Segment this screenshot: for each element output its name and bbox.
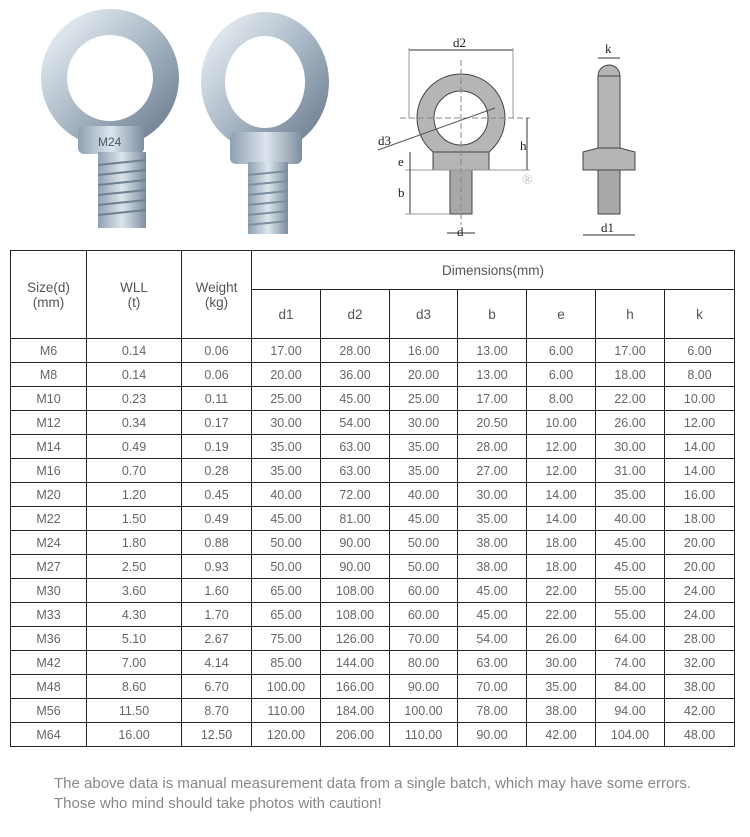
table-row xyxy=(11,723,735,747)
table-cell: M56 xyxy=(11,699,87,723)
table-cell: 26.00 xyxy=(527,627,596,651)
table-cell: 0.45 xyxy=(182,483,252,507)
table-cell: 4.14 xyxy=(182,651,252,675)
table-cell: 14.00 xyxy=(665,435,735,459)
label-b: b xyxy=(398,185,405,200)
table-cell: 18.00 xyxy=(596,363,665,387)
table-cell: 6.00 xyxy=(665,339,735,363)
table-cell: 74.00 xyxy=(596,651,665,675)
table-cell: 30.00 xyxy=(390,411,458,435)
table-cell: M36 xyxy=(11,627,87,651)
table-cell: 25.00 xyxy=(252,387,321,411)
table-cell: 0.28 xyxy=(182,459,252,483)
table-cell: 31.00 xyxy=(596,459,665,483)
table-cell: 36.00 xyxy=(321,363,390,387)
table-cell: 22.00 xyxy=(527,579,596,603)
registered-mark: ® xyxy=(522,173,533,188)
table-cell: 90.00 xyxy=(390,675,458,699)
table-cell: 0.19 xyxy=(182,435,252,459)
table-cell: 38.00 xyxy=(665,675,735,699)
table-cell: 110.00 xyxy=(390,723,458,747)
header-weight: Weight (kg) xyxy=(182,251,252,339)
table-cell: 38.00 xyxy=(458,531,527,555)
table-cell: 6.00 xyxy=(527,363,596,387)
table-cell: 35.00 xyxy=(252,459,321,483)
table-cell: M30 xyxy=(11,579,87,603)
table-cell: 70.00 xyxy=(390,627,458,651)
table-cell: 55.00 xyxy=(596,603,665,627)
header-b: b xyxy=(458,290,527,339)
table-cell: 50.00 xyxy=(390,531,458,555)
table-cell: 85.00 xyxy=(252,651,321,675)
table-cell: 63.00 xyxy=(458,651,527,675)
table-cell: 27.00 xyxy=(458,459,527,483)
table-row xyxy=(11,483,735,507)
table-row xyxy=(11,459,735,483)
table-cell: 35.00 xyxy=(458,507,527,531)
table-cell: 38.00 xyxy=(458,555,527,579)
table-cell: 38.00 xyxy=(527,699,596,723)
table-cell: 0.14 xyxy=(87,339,182,363)
table-cell: 1.20 xyxy=(87,483,182,507)
specification-table xyxy=(10,250,735,747)
table-cell: 40.00 xyxy=(390,483,458,507)
table-cell: 35.00 xyxy=(527,675,596,699)
table-cell: 8.00 xyxy=(665,363,735,387)
header-d2: d2 xyxy=(321,290,390,339)
product-photos-and-diagram xyxy=(0,0,750,245)
table-cell: M64 xyxy=(11,723,87,747)
table-cell: 12.00 xyxy=(665,411,735,435)
table-cell: 14.00 xyxy=(665,459,735,483)
label-d: d xyxy=(457,224,464,239)
table-cell: M33 xyxy=(11,603,87,627)
table-cell: 144.00 xyxy=(321,651,390,675)
table-cell: 42.00 xyxy=(665,699,735,723)
table-cell: 25.00 xyxy=(390,387,458,411)
disclaimer-note xyxy=(54,774,691,814)
table-cell: M12 xyxy=(11,411,87,435)
table-cell: 0.11 xyxy=(182,387,252,411)
table-cell: M48 xyxy=(11,675,87,699)
table-cell: 94.00 xyxy=(596,699,665,723)
eye-bolt-photo-front xyxy=(54,22,166,228)
note-line-2: Those who mind should take photos with caution! xyxy=(54,795,382,812)
table-row xyxy=(11,603,735,627)
table-cell: 45.00 xyxy=(458,603,527,627)
table-cell: 24.00 xyxy=(665,603,735,627)
label-e: e xyxy=(398,154,404,169)
eye-bolt-photo-side xyxy=(213,24,317,234)
table-cell: 104.00 xyxy=(596,723,665,747)
dimension-diagram-front xyxy=(378,35,533,239)
header-h: h xyxy=(596,290,665,339)
table-cell: 8.70 xyxy=(182,699,252,723)
table-cell: M42 xyxy=(11,651,87,675)
table-cell: 16.00 xyxy=(390,339,458,363)
table-cell: 0.06 xyxy=(182,339,252,363)
table-cell: 35.00 xyxy=(596,483,665,507)
table-cell: 20.00 xyxy=(665,555,735,579)
table-cell: 0.23 xyxy=(87,387,182,411)
table-cell: 90.00 xyxy=(321,555,390,579)
table-cell: 30.00 xyxy=(596,435,665,459)
table-cell: 20.00 xyxy=(252,363,321,387)
table-cell: 5.10 xyxy=(87,627,182,651)
table-row xyxy=(11,699,735,723)
table-cell: 35.00 xyxy=(252,435,321,459)
table-row xyxy=(11,387,735,411)
table-cell: 10.00 xyxy=(527,411,596,435)
table-cell: 45.00 xyxy=(458,579,527,603)
table-cell: 63.00 xyxy=(321,435,390,459)
table-row xyxy=(11,627,735,651)
table-cell: 32.00 xyxy=(665,651,735,675)
table-cell: 0.06 xyxy=(182,363,252,387)
header-k: k xyxy=(665,290,735,339)
table-cell: 184.00 xyxy=(321,699,390,723)
table-cell: 18.00 xyxy=(527,531,596,555)
table-cell: 80.00 xyxy=(390,651,458,675)
table-cell: 0.34 xyxy=(87,411,182,435)
table-cell: 45.00 xyxy=(321,387,390,411)
table-cell: 72.00 xyxy=(321,483,390,507)
table-cell: 50.00 xyxy=(252,555,321,579)
table-cell: 48.00 xyxy=(665,723,735,747)
table-cell: 42.00 xyxy=(527,723,596,747)
label-d2: d2 xyxy=(453,35,466,50)
table-cell: M22 xyxy=(11,507,87,531)
table-cell: 4.30 xyxy=(87,603,182,627)
table-cell: 7.00 xyxy=(87,651,182,675)
table-cell: 0.14 xyxy=(87,363,182,387)
note-line-1: The above data is manual measurement data from a single batch, which may have some errors. xyxy=(54,775,691,792)
table-row xyxy=(11,339,735,363)
table-row xyxy=(11,651,735,675)
table-cell: 40.00 xyxy=(596,507,665,531)
table-cell: 90.00 xyxy=(321,531,390,555)
table-cell: 75.00 xyxy=(252,627,321,651)
table-cell: 64.00 xyxy=(596,627,665,651)
table-cell: 17.00 xyxy=(458,387,527,411)
table-cell: 18.00 xyxy=(527,555,596,579)
table-cell: 60.00 xyxy=(390,603,458,627)
stamp-text: M24 xyxy=(98,135,122,149)
table-cell: 12.00 xyxy=(527,459,596,483)
table-cell: 50.00 xyxy=(390,555,458,579)
header-e: e xyxy=(527,290,596,339)
table-cell: 110.00 xyxy=(252,699,321,723)
table-cell: 35.00 xyxy=(390,435,458,459)
table-cell: 13.00 xyxy=(458,363,527,387)
table-cell: 8.00 xyxy=(527,387,596,411)
table-cell: 24.00 xyxy=(665,579,735,603)
table-cell: 55.00 xyxy=(596,579,665,603)
table-row xyxy=(11,579,735,603)
label-d3: d3 xyxy=(378,133,391,148)
table-cell: 100.00 xyxy=(390,699,458,723)
table-cell: 0.93 xyxy=(182,555,252,579)
label-k: k xyxy=(605,41,612,56)
table-cell: 22.00 xyxy=(527,603,596,627)
table-row xyxy=(11,507,735,531)
table-row xyxy=(11,531,735,555)
table-cell: 20.00 xyxy=(390,363,458,387)
table-cell: 0.49 xyxy=(182,507,252,531)
table-cell: 45.00 xyxy=(596,531,665,555)
table-cell: 2.67 xyxy=(182,627,252,651)
table-cell: 22.00 xyxy=(596,387,665,411)
table-row xyxy=(11,555,735,579)
table-cell: 1.70 xyxy=(182,603,252,627)
label-h: h xyxy=(520,138,527,153)
table-cell: 100.00 xyxy=(252,675,321,699)
table-cell: 65.00 xyxy=(252,603,321,627)
table-cell: 1.50 xyxy=(87,507,182,531)
table-cell: 3.60 xyxy=(87,579,182,603)
header-wll: WLL (t) xyxy=(87,251,182,339)
table-cell: 120.00 xyxy=(252,723,321,747)
table-cell: 108.00 xyxy=(321,603,390,627)
table-cell: 0.49 xyxy=(87,435,182,459)
label-d1: d1 xyxy=(601,220,614,235)
table-cell: 166.00 xyxy=(321,675,390,699)
table-cell: 45.00 xyxy=(390,507,458,531)
table-cell: 90.00 xyxy=(458,723,527,747)
table-cell: 26.00 xyxy=(596,411,665,435)
table-cell: 12.50 xyxy=(182,723,252,747)
table-cell: 28.00 xyxy=(665,627,735,651)
table-cell: 18.00 xyxy=(665,507,735,531)
table-cell: 20.50 xyxy=(458,411,527,435)
table-cell: 30.00 xyxy=(252,411,321,435)
table-cell: 20.00 xyxy=(665,531,735,555)
table-cell: M6 xyxy=(11,339,87,363)
table-cell: 14.00 xyxy=(527,507,596,531)
table-cell: 84.00 xyxy=(596,675,665,699)
table-cell: 40.00 xyxy=(252,483,321,507)
table-cell: M20 xyxy=(11,483,87,507)
table-cell: M24 xyxy=(11,531,87,555)
table-cell: 13.00 xyxy=(458,339,527,363)
table-cell: 206.00 xyxy=(321,723,390,747)
table-cell: M14 xyxy=(11,435,87,459)
table-cell: 28.00 xyxy=(458,435,527,459)
table-cell: 30.00 xyxy=(527,651,596,675)
table-cell: 6.70 xyxy=(182,675,252,699)
dimension-diagram-side xyxy=(583,41,635,235)
table-cell: 2.50 xyxy=(87,555,182,579)
table-cell: M16 xyxy=(11,459,87,483)
table-cell: M8 xyxy=(11,363,87,387)
table-cell: 54.00 xyxy=(321,411,390,435)
table-cell: 16.00 xyxy=(665,483,735,507)
table-cell: 30.00 xyxy=(458,483,527,507)
header-dimensions: Dimensions(mm) xyxy=(252,251,735,290)
table-cell: 45.00 xyxy=(252,507,321,531)
table-cell: 50.00 xyxy=(252,531,321,555)
table-cell: 11.50 xyxy=(87,699,182,723)
table-cell: 78.00 xyxy=(458,699,527,723)
table-cell: 63.00 xyxy=(321,459,390,483)
table-cell: 60.00 xyxy=(390,579,458,603)
table-row xyxy=(11,435,735,459)
table-cell: 1.60 xyxy=(182,579,252,603)
table-cell: 0.17 xyxy=(182,411,252,435)
table-cell: 12.00 xyxy=(527,435,596,459)
table-cell: 45.00 xyxy=(596,555,665,579)
header-size: Size(d) (mm) xyxy=(11,251,87,339)
table-row xyxy=(11,363,735,387)
table-row xyxy=(11,675,735,699)
table-cell: 65.00 xyxy=(252,579,321,603)
table-cell: 14.00 xyxy=(527,483,596,507)
table-cell: 8.60 xyxy=(87,675,182,699)
table-cell: M27 xyxy=(11,555,87,579)
table-row xyxy=(11,411,735,435)
table-cell: 35.00 xyxy=(390,459,458,483)
table-cell: 0.88 xyxy=(182,531,252,555)
table-cell: 1.80 xyxy=(87,531,182,555)
table-cell: 28.00 xyxy=(321,339,390,363)
header-d3: d3 xyxy=(390,290,458,339)
header-d1: d1 xyxy=(252,290,321,339)
table-cell: 0.70 xyxy=(87,459,182,483)
table-cell: 70.00 xyxy=(458,675,527,699)
table-cell: 6.00 xyxy=(527,339,596,363)
table-cell: 17.00 xyxy=(252,339,321,363)
table-cell: 126.00 xyxy=(321,627,390,651)
table-cell: 10.00 xyxy=(665,387,735,411)
table-cell: 81.00 xyxy=(321,507,390,531)
table-cell: 17.00 xyxy=(596,339,665,363)
table-cell: M10 xyxy=(11,387,87,411)
table-cell: 108.00 xyxy=(321,579,390,603)
table-cell: 16.00 xyxy=(87,723,182,747)
table-cell: 54.00 xyxy=(458,627,527,651)
